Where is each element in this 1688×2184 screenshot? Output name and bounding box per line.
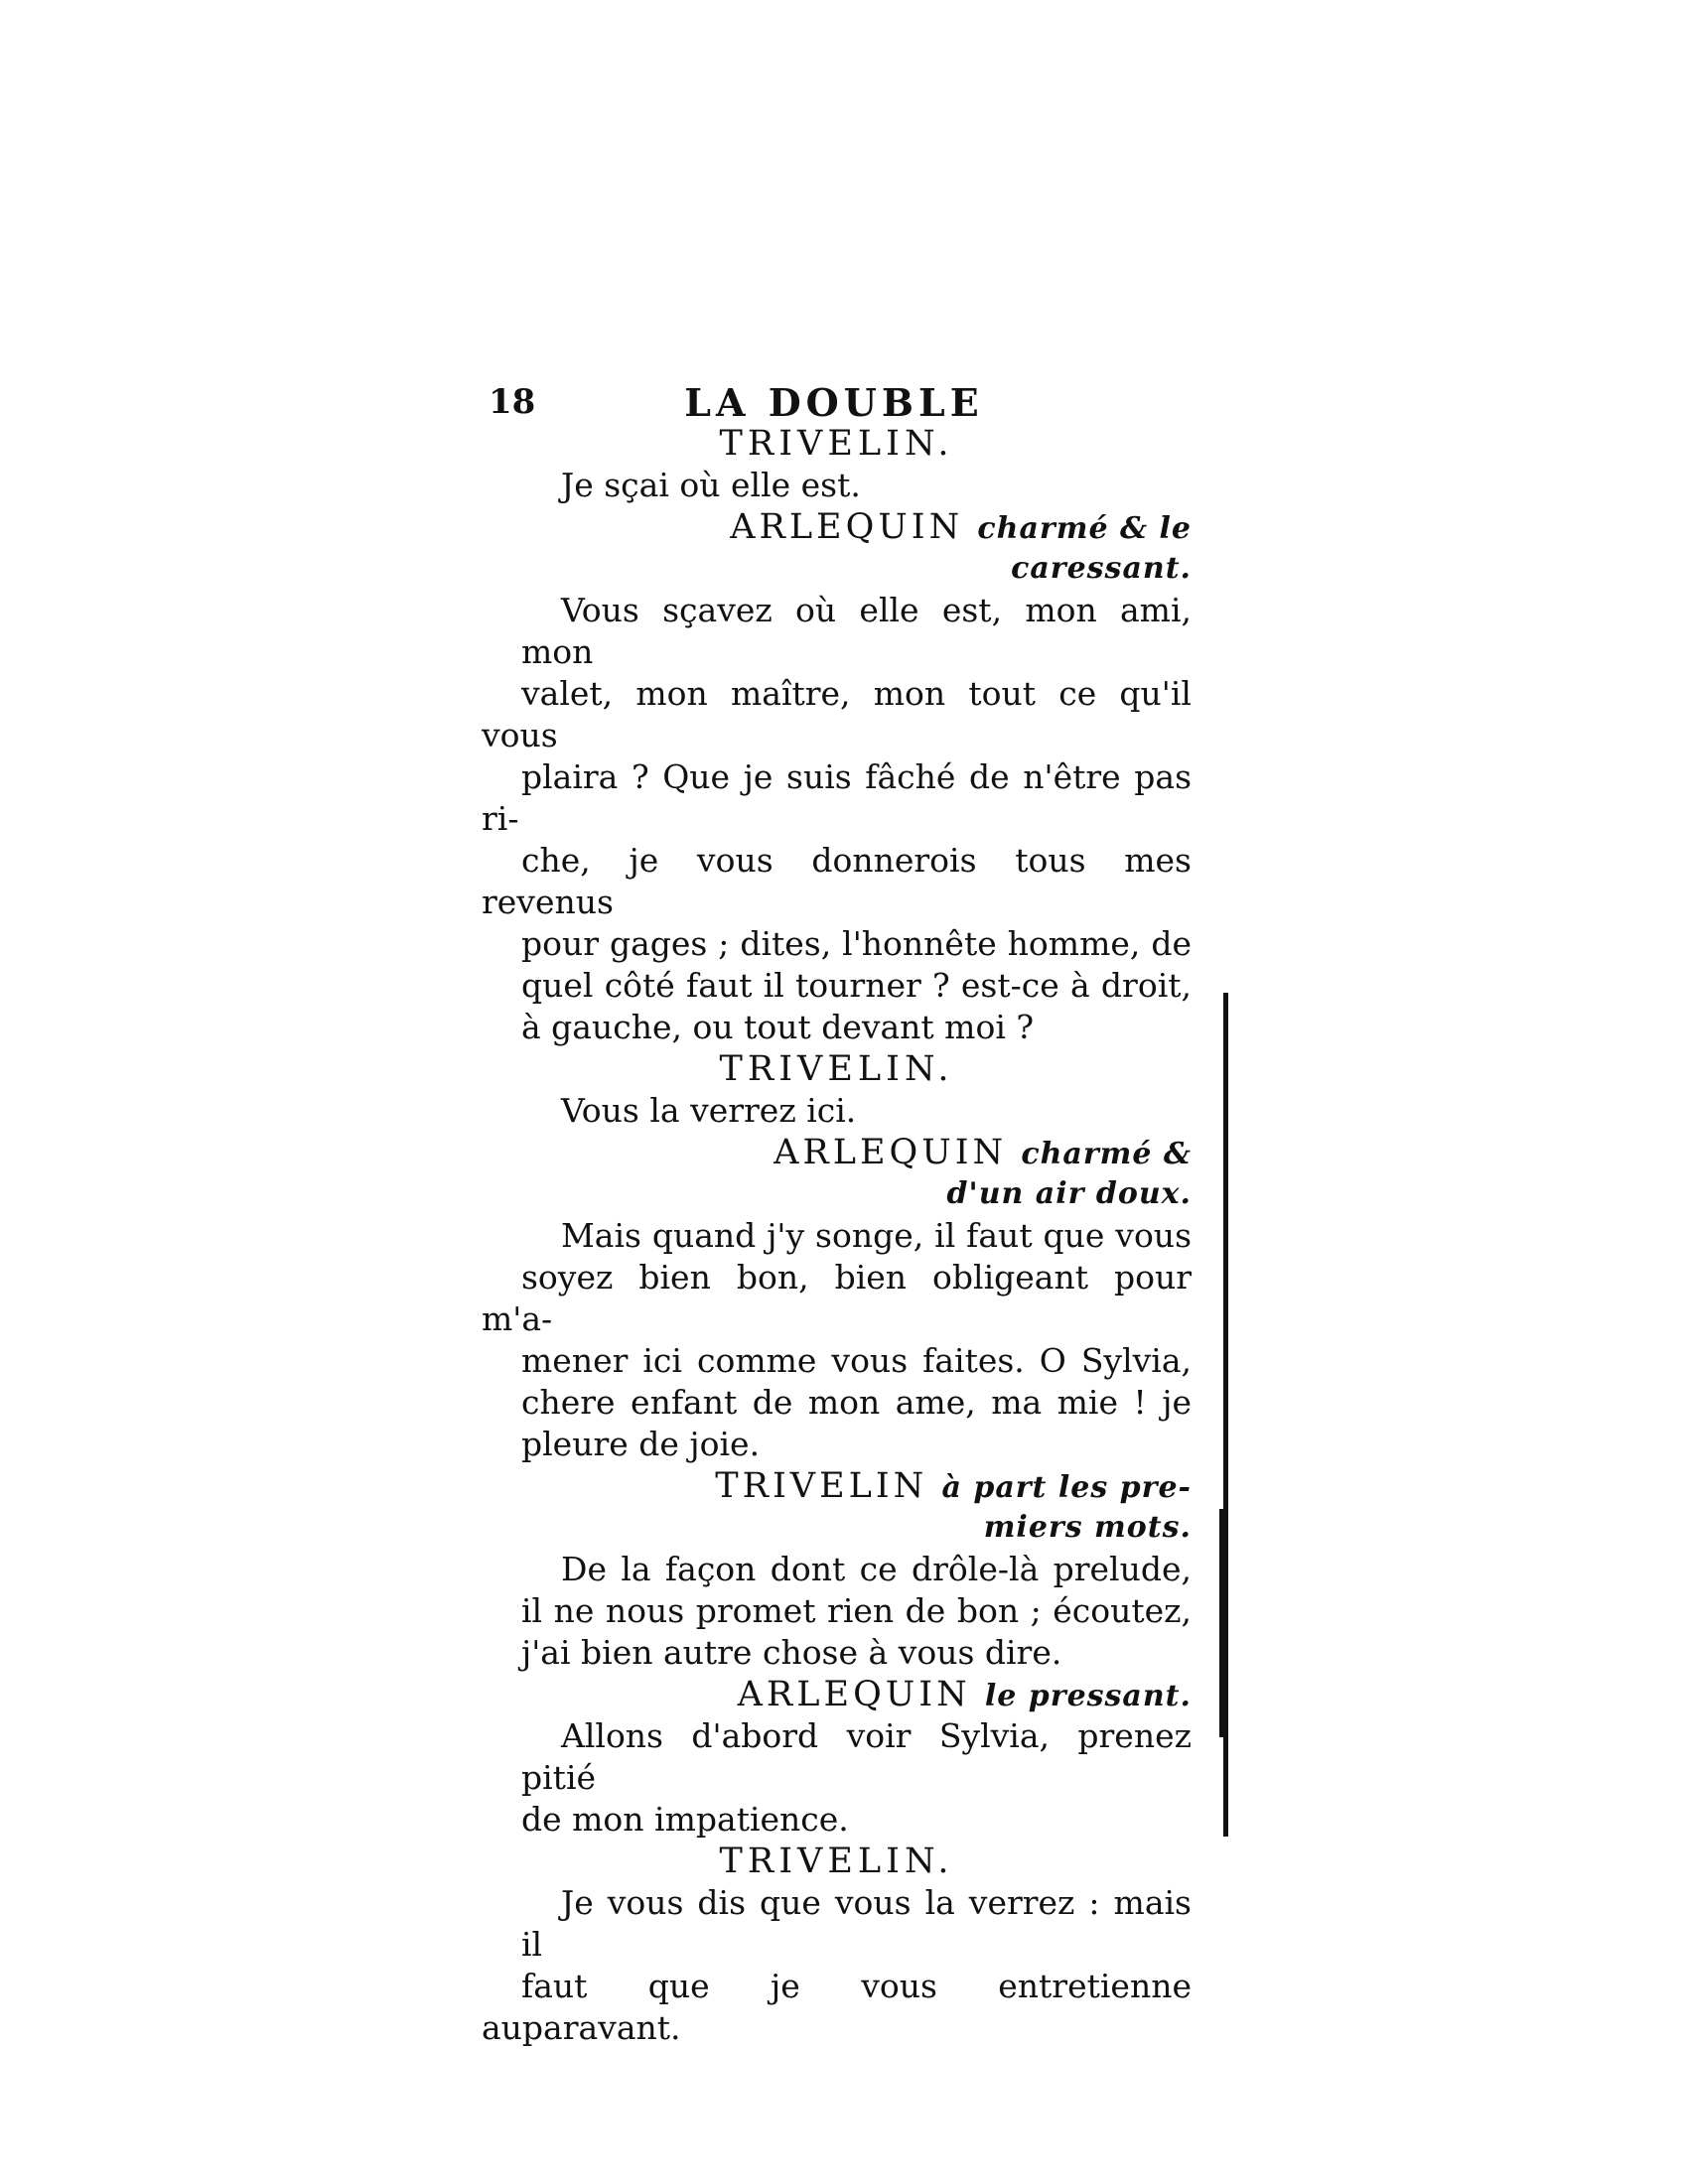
stage-direction-continued: miers mots. (983, 1510, 1192, 1545)
speech (482, 590, 1192, 1048)
play-text (482, 423, 1192, 2049)
speaker-heading (482, 1132, 1192, 1173)
speech-line: Vous la verrez ici. (561, 1091, 857, 1130)
speech-line: Je vous dis que vous la verrez : mais il (521, 1883, 1192, 1964)
speech-line: j'ai bien autre chose à vous dire. (521, 1633, 1062, 1672)
stage-direction: charmé & (1021, 1137, 1192, 1171)
speech (482, 465, 1192, 506)
speech-line: valet, mon maître, mon tout ce qu'il vous (482, 674, 1192, 754)
speaker-name: ARLEQUIN (730, 507, 964, 547)
stage-direction-continued: caressant. (1011, 551, 1192, 586)
running-title: LA DOUBLE (684, 380, 984, 425)
speaker-name: TRIVELIN (715, 1466, 928, 1506)
speech-line: soyez bien bon, bien obligeant pour m'a- (482, 1258, 1192, 1338)
speech-line: pleure de joie. (521, 1425, 761, 1463)
speech (482, 1882, 1192, 2049)
speech-line: pour gages ; dites, l'honnête homme, de (521, 924, 1192, 963)
speech (482, 1549, 1192, 1674)
speaker-heading: TRIVELIN. (719, 424, 954, 464)
stage-direction-continued: d'un air doux. (946, 1176, 1192, 1211)
speech-line: Je sçai où elle est. (561, 466, 861, 504)
speech-line: faut que je vous entretienne auparavant. (482, 1967, 1192, 2047)
speech (482, 1715, 1192, 1841)
speaker-heading (482, 506, 1192, 548)
speech-line: che, je vous donnerois tous mes revenus (482, 841, 1192, 921)
speech-line: quel côté faut il tourner ? est-ce à droit, (521, 966, 1192, 1005)
speech-line: Mais quand j'y songe, il faut que vous (561, 1216, 1192, 1255)
page-number: 18 (489, 382, 536, 422)
speech-line: il ne nous promet rien de bon ; écoutez, (521, 1591, 1192, 1630)
speaker-name: ARLEQUIN (737, 1675, 971, 1714)
speaker-heading (482, 1674, 1192, 1715)
speech-line: mener ici comme vous faites. O Sylvia, (521, 1341, 1192, 1380)
gutter-shadow-dark (1219, 1509, 1227, 1737)
speech (482, 1215, 1192, 1465)
speaker-heading: TRIVELIN. (719, 1842, 954, 1881)
speech-line: chere enfant de mon ame, ma mie ! je (521, 1383, 1192, 1422)
speaker-name: ARLEQUIN (774, 1133, 1008, 1172)
speech-line: Vous sçavez où elle est, mon ami, mon (521, 591, 1192, 671)
speech-line: à gauche, ou tout devant moi ? (521, 1008, 1035, 1046)
speaker-heading: TRIVELIN. (719, 1049, 954, 1089)
speech-line: Allons d'abord voir Sylvia, prenez pitié (521, 1716, 1192, 1797)
speech-line: de mon impatience. (521, 1800, 849, 1839)
stage-direction: le pressant. (984, 1679, 1192, 1713)
stage-direction: à part les pre- (941, 1470, 1192, 1505)
speech-line: De la façon dont ce drôle-là prelude, (561, 1550, 1192, 1588)
speech-line: plaira ? Que je suis fâché de n'être pas ri- (482, 757, 1192, 838)
speaker-heading (482, 1465, 1192, 1507)
stage-direction: charmé & le (977, 511, 1192, 546)
speech (482, 1090, 1192, 1132)
